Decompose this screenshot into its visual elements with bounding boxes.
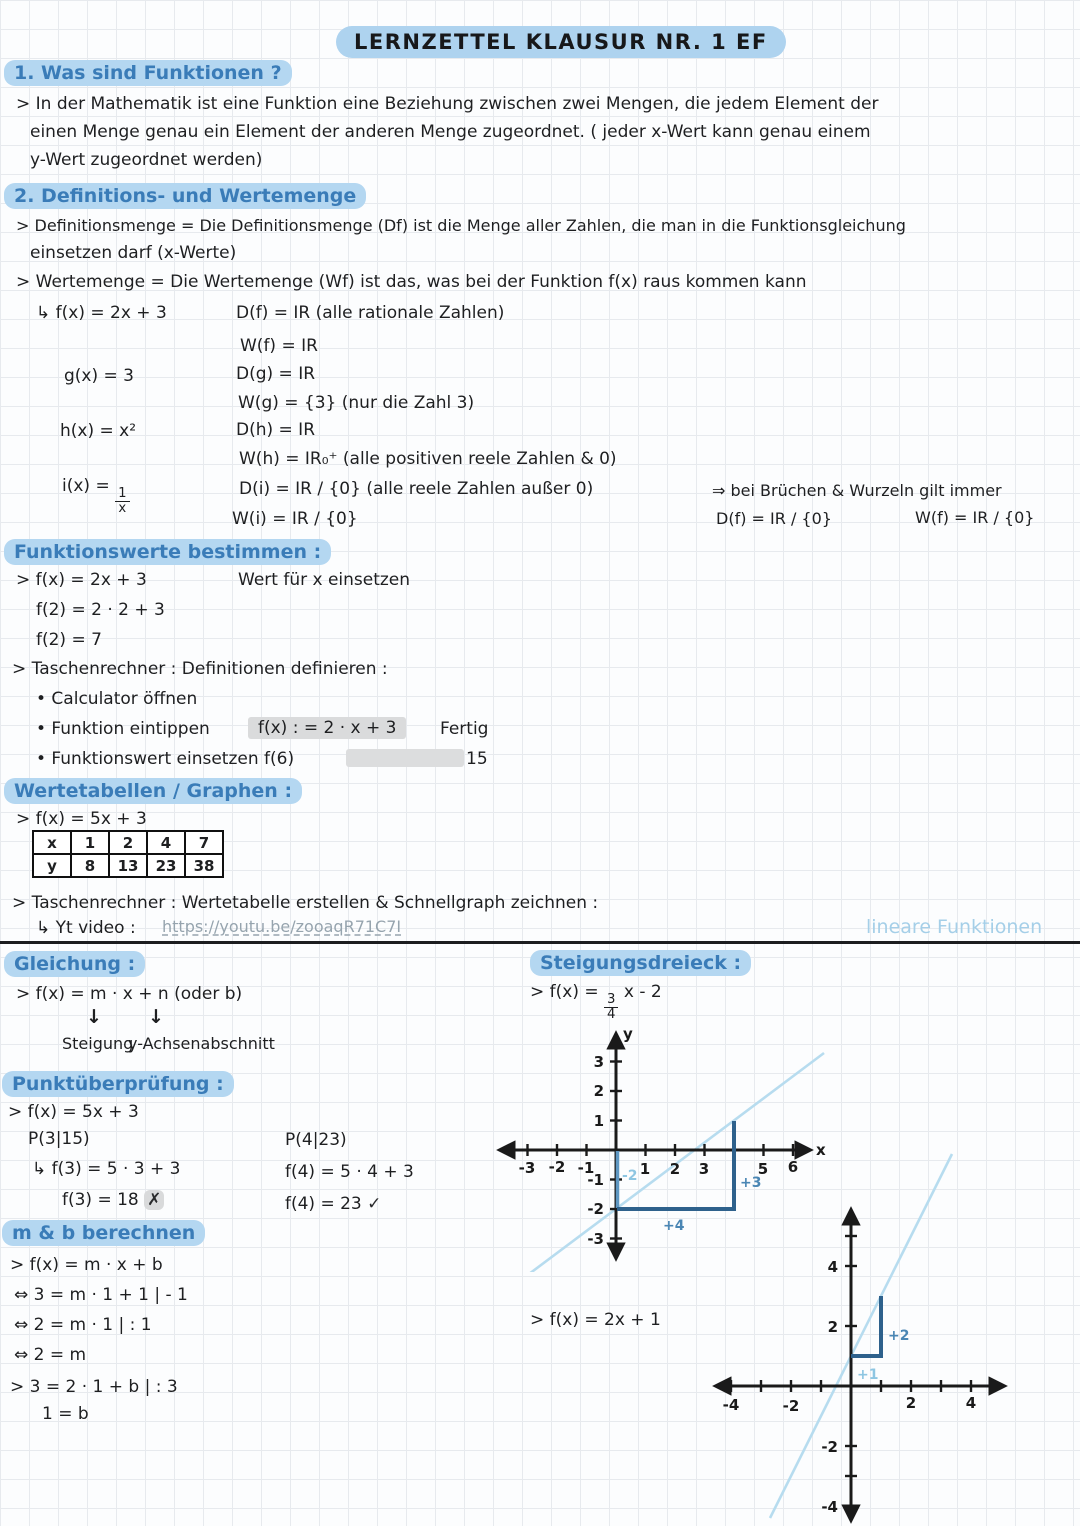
lineare-funktionen-label: lineare Funktionen bbox=[866, 916, 1043, 938]
linear-function-graph bbox=[700, 1148, 1030, 1526]
y-tick-label: 3 bbox=[593, 1053, 604, 1071]
example-range: W(g) = {3} (nur die Zahl 3) bbox=[238, 393, 475, 413]
calculator-done-label: Fertig bbox=[440, 719, 489, 739]
example-domain: D(h) = IR bbox=[236, 420, 316, 440]
section-heading-definitions-wertemenge: 2. Definitions- und Wertemenge bbox=[4, 183, 366, 209]
paragraph-line: einen Menge genau ein Element der anderen Menge zugeordnet. ( jeder x-Wert kann genau einem bbox=[30, 122, 871, 142]
calc-step: ⇔ 2 = m bbox=[14, 1345, 87, 1365]
x-tick-label: 6 bbox=[787, 1158, 799, 1176]
table-row bbox=[33, 831, 223, 854]
fraction bbox=[604, 993, 618, 1022]
y-tick-label: -4 bbox=[821, 1498, 838, 1516]
x-tick-label: -2 bbox=[548, 1158, 566, 1176]
rise-label: +2 bbox=[888, 1328, 910, 1344]
example-fn: ↳ f(x) = 2x + 3 bbox=[36, 303, 167, 323]
paragraph-line: > Wertemenge = Die Wertemenge (Wf) ist das, was bei der Funktion f(x) raus kommen kann bbox=[16, 272, 807, 292]
point-check-line bbox=[62, 1190, 164, 1211]
fraction-numerator: 1 bbox=[115, 487, 129, 502]
table-cell: 13 bbox=[109, 854, 147, 877]
page-title: LERNZETTEL KLAUSUR NR. 1 EF bbox=[336, 26, 786, 58]
formula-line bbox=[530, 982, 662, 1022]
video-link[interactable]: https://youtu.be/zooaqR71C7I bbox=[162, 917, 402, 936]
x-tick-label: -3 bbox=[518, 1159, 536, 1177]
calc-step: 1 = b bbox=[42, 1404, 89, 1424]
example-fn: > f(x) = 2x + 1 bbox=[530, 1310, 661, 1330]
table-cell: 8 bbox=[71, 854, 109, 877]
section-heading-was-sind-funktionen: 1. Was sind Funktionen ? bbox=[4, 60, 292, 86]
annotation: Wert für x einsetzen bbox=[238, 570, 411, 590]
x-mark-icon: ✗ bbox=[144, 1190, 164, 1210]
point-check-line: P(4|23) bbox=[285, 1130, 347, 1150]
x-tick-label: -4 bbox=[722, 1396, 740, 1414]
x-tick-label: -1 bbox=[577, 1159, 595, 1177]
bullet-line: • Funktionswert einsetzen f(6) bbox=[36, 749, 295, 769]
paragraph-line: > Definitionsmenge = Die Definitionsmenge (Df) ist die Menge aller Zahlen, die man in die Funktionsgleichung bbox=[16, 216, 906, 235]
section-divider bbox=[0, 941, 1080, 944]
calc-step: ⇔ 2 = m · 1 | : 1 bbox=[14, 1315, 152, 1335]
x-tick-label: 5 bbox=[757, 1160, 769, 1178]
video-label: ↳ Yt video : bbox=[36, 918, 136, 938]
example-range: W(h) = IR₀⁺ (alle positiven reele Zahlen & 0) bbox=[239, 449, 617, 469]
table-cell: 4 bbox=[147, 831, 185, 854]
fn-prefix: i(x) = bbox=[62, 476, 116, 496]
section-heading-wertetabellen: Wertetabellen / Graphen : bbox=[4, 778, 302, 804]
paragraph-line: einsetzen darf (x-Werte) bbox=[30, 243, 237, 263]
table-cell: 2 bbox=[109, 831, 147, 854]
y-tick-label: -3 bbox=[587, 1230, 604, 1248]
example-fn: h(x) = x² bbox=[60, 421, 137, 441]
calc-step: f(2) = 7 bbox=[36, 630, 102, 650]
example-fn: g(x) = 3 bbox=[64, 366, 134, 386]
example-domain: D(g) = IR bbox=[236, 364, 316, 384]
side-note: ⇒ bei Brüchen & Wurzeln gilt immer bbox=[712, 481, 1002, 500]
y-tick-label: -1 bbox=[587, 1171, 604, 1189]
table-cell: 23 bbox=[147, 854, 185, 877]
down-arrow-icon: ↓ bbox=[148, 1006, 164, 1028]
calculator-input-empty bbox=[346, 749, 464, 767]
formula-line: > f(x) = m · x + n (oder b) bbox=[16, 984, 243, 1004]
calc-step: > 3 = 2 · 1 + b | : 3 bbox=[10, 1377, 178, 1397]
point-check-line: f(4) = 5 · 4 + 3 bbox=[285, 1162, 414, 1182]
paragraph-line: > Taschenrechner : Wertetabelle erstellen & Schnellgraph zeichnen : bbox=[12, 893, 599, 913]
calculator-input bbox=[248, 718, 406, 739]
side-note: D(f) = IR / {0} bbox=[716, 509, 832, 528]
section-heading-m-b-berechnen: m & b berechnen bbox=[2, 1220, 205, 1246]
intercept-label: +1 bbox=[857, 1367, 879, 1383]
example-fn: > f(x) = 2x + 3 bbox=[16, 570, 147, 590]
y-tick-label: 4 bbox=[827, 1258, 838, 1276]
example-range: W(f) = IR bbox=[240, 336, 318, 356]
calculator-result: 15 bbox=[466, 749, 488, 769]
section-heading-gleichung: Gleichung : bbox=[4, 951, 145, 977]
y-tick-label: -2 bbox=[821, 1438, 838, 1456]
fn-suffix: x - 2 bbox=[618, 982, 662, 1002]
example-fn: > f(x) = 5x + 3 bbox=[8, 1102, 139, 1122]
example-fn: > f(x) = 5x + 3 bbox=[16, 809, 147, 829]
table-cell: 7 bbox=[185, 831, 223, 854]
value-table bbox=[32, 830, 224, 878]
table-row bbox=[33, 854, 223, 877]
section-heading-punktueberpruefung: Punktüberprüfung : bbox=[2, 1071, 234, 1097]
fraction-denominator: 4 bbox=[607, 1006, 616, 1022]
fraction-numerator: 3 bbox=[604, 993, 618, 1008]
paragraph-line: y-Wert zugeordnet werden) bbox=[30, 150, 263, 170]
x-tick-label: 2 bbox=[905, 1394, 917, 1412]
example-range: W(i) = IR / {0} bbox=[232, 509, 358, 529]
table-cell: 1 bbox=[71, 831, 109, 854]
x-tick-label: 2 bbox=[669, 1160, 681, 1178]
side-note: W(f) = IR / {0} bbox=[915, 508, 1035, 527]
x-axis-label: x bbox=[816, 1141, 826, 1159]
point-check-line bbox=[285, 1194, 381, 1215]
table-cell: 38 bbox=[185, 854, 223, 877]
point-check-result: f(3) = 18 bbox=[62, 1190, 139, 1210]
y-axis-label: y bbox=[623, 1025, 633, 1043]
label-y-achsenabschnitt: y-Achsenabschnitt bbox=[128, 1034, 275, 1053]
rise-label: +3 bbox=[740, 1175, 762, 1191]
x-tick-label: 4 bbox=[965, 1394, 977, 1412]
bullet-line: • Calculator öffnen bbox=[36, 689, 198, 709]
section-heading-steigungsdreieck: Steigungsdreieck : bbox=[530, 950, 751, 976]
point-check-result: f(4) = 23 bbox=[285, 1194, 362, 1214]
fraction-denominator: x bbox=[118, 500, 127, 516]
intercept-label: -2 bbox=[622, 1168, 638, 1184]
check-mark-icon: ✓ bbox=[367, 1194, 382, 1214]
label-steigung: Steigung bbox=[62, 1034, 134, 1053]
calc-step: f(2) = 2 · 2 + 3 bbox=[36, 600, 165, 620]
y-tick-label: -2 bbox=[587, 1200, 604, 1218]
calc-step: > f(x) = m · x + b bbox=[10, 1255, 163, 1275]
paragraph-line: > Taschenrechner : Definitionen definieren : bbox=[12, 659, 388, 679]
function-line bbox=[770, 1154, 952, 1518]
x-tick-label: 3 bbox=[698, 1160, 710, 1178]
table-cell: x bbox=[33, 831, 71, 854]
calc-step: ⇔ 3 = m · 1 + 1 | - 1 bbox=[14, 1285, 188, 1305]
y-tick-label: 1 bbox=[593, 1112, 604, 1130]
example-domain: D(f) = IR (alle rationale Zahlen) bbox=[236, 303, 505, 323]
fraction bbox=[115, 487, 129, 516]
run-label: +4 bbox=[663, 1218, 685, 1234]
down-arrow-icon: ↓ bbox=[86, 1006, 102, 1028]
x-tick-label: 1 bbox=[639, 1160, 651, 1178]
point-check-line: ↳ f(3) = 5 · 3 + 3 bbox=[32, 1159, 181, 1179]
y-tick-label: 2 bbox=[593, 1082, 604, 1100]
calculator-input-value: f(x) : = 2 · x + 3 bbox=[248, 717, 406, 739]
point-check-line: P(3|15) bbox=[28, 1129, 90, 1149]
fn-prefix: > f(x) = bbox=[530, 982, 605, 1002]
x-tick-label: -2 bbox=[782, 1397, 800, 1415]
section-heading-funktionswerte: Funktionswerte bestimmen : bbox=[4, 539, 331, 565]
example-fn bbox=[62, 476, 130, 516]
paragraph-line: > In der Mathematik ist eine Funktion eine Beziehung zwischen zwei Mengen, die jedem Element der bbox=[16, 94, 879, 114]
table-cell: y bbox=[33, 854, 71, 877]
example-domain: D(i) = IR / {0} (alle reele Zahlen außer 0) bbox=[239, 479, 594, 499]
bullet-line: • Funktion eintippen bbox=[36, 719, 210, 739]
y-tick-label: 2 bbox=[827, 1318, 838, 1336]
